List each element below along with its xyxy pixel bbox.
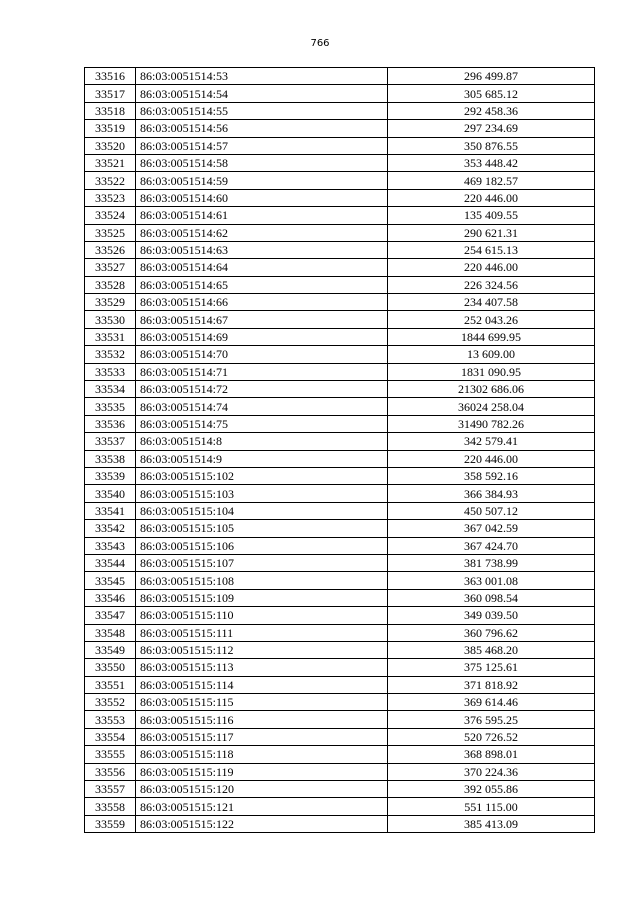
table-row bbox=[85, 346, 595, 363]
cadastral-value-cell: 254 615.13 bbox=[388, 241, 595, 258]
cadastral-value-cell: 385 468.20 bbox=[388, 641, 595, 658]
cadastral-value-table bbox=[84, 67, 595, 833]
row-number-cell: 33550 bbox=[85, 659, 136, 676]
row-number-cell: 33546 bbox=[85, 589, 136, 606]
table-row bbox=[85, 224, 595, 241]
cadastral-value-cell: 367 042.59 bbox=[388, 520, 595, 537]
cadastral-number-cell: 86:03:0051514:64 bbox=[136, 259, 388, 276]
cadastral-number-cell: 86:03:0051514:74 bbox=[136, 398, 388, 415]
row-number-cell: 33557 bbox=[85, 781, 136, 798]
row-number-cell: 33559 bbox=[85, 815, 136, 832]
table-row bbox=[85, 520, 595, 537]
row-number-cell: 33540 bbox=[85, 485, 136, 502]
cadastral-value-cell: 385 413.09 bbox=[388, 815, 595, 832]
cadastral-value-cell: 305 685.12 bbox=[388, 85, 595, 102]
cadastral-value-cell: 296 499.87 bbox=[388, 68, 595, 85]
cadastral-value-cell: 13 609.00 bbox=[388, 346, 595, 363]
cadastral-value-cell: 31490 782.26 bbox=[388, 415, 595, 432]
table-row bbox=[85, 172, 595, 189]
cadastral-value-cell: 469 182.57 bbox=[388, 172, 595, 189]
row-number-cell: 33548 bbox=[85, 624, 136, 641]
cadastral-number-cell: 86:03:0051514:61 bbox=[136, 207, 388, 224]
cadastral-number-cell: 86:03:0051514:67 bbox=[136, 311, 388, 328]
cadastral-value-cell: 292 458.36 bbox=[388, 102, 595, 119]
row-number-cell: 33538 bbox=[85, 450, 136, 467]
row-number-cell: 33556 bbox=[85, 763, 136, 780]
table-row bbox=[85, 659, 595, 676]
row-number-cell: 33524 bbox=[85, 207, 136, 224]
row-number-cell: 33526 bbox=[85, 241, 136, 258]
cadastral-value-cell: 366 384.93 bbox=[388, 485, 595, 502]
table-row bbox=[85, 294, 595, 311]
row-number-cell: 33541 bbox=[85, 502, 136, 519]
table-row bbox=[85, 502, 595, 519]
cadastral-value-cell: 370 224.36 bbox=[388, 763, 595, 780]
cadastral-number-cell: 86:03:0051515:104 bbox=[136, 502, 388, 519]
cadastral-number-cell: 86:03:0051515:112 bbox=[136, 641, 388, 658]
row-number-cell: 33549 bbox=[85, 641, 136, 658]
cadastral-number-cell: 86:03:0051515:120 bbox=[136, 781, 388, 798]
row-number-cell: 33525 bbox=[85, 224, 136, 241]
cadastral-number-cell: 86:03:0051514:56 bbox=[136, 120, 388, 137]
cadastral-value-cell: 375 125.61 bbox=[388, 659, 595, 676]
row-number-cell: 33542 bbox=[85, 520, 136, 537]
cadastral-number-cell: 86:03:0051514:54 bbox=[136, 85, 388, 102]
row-number-cell: 33555 bbox=[85, 746, 136, 763]
row-number-cell: 33520 bbox=[85, 137, 136, 154]
cadastral-number-cell: 86:03:0051515:114 bbox=[136, 676, 388, 693]
table-row bbox=[85, 363, 595, 380]
table-row bbox=[85, 798, 595, 815]
table-row bbox=[85, 641, 595, 658]
row-number-cell: 33519 bbox=[85, 120, 136, 137]
cadastral-number-cell: 86:03:0051514:72 bbox=[136, 381, 388, 398]
cadastral-value-cell: 360 098.54 bbox=[388, 589, 595, 606]
cadastral-value-cell: 220 446.00 bbox=[388, 189, 595, 206]
cadastral-number-cell: 86:03:0051514:8 bbox=[136, 433, 388, 450]
row-number-cell: 33521 bbox=[85, 154, 136, 171]
cadastral-number-cell: 86:03:0051514:60 bbox=[136, 189, 388, 206]
cadastral-value-cell: 368 898.01 bbox=[388, 746, 595, 763]
cadastral-value-cell: 297 234.69 bbox=[388, 120, 595, 137]
table-row bbox=[85, 711, 595, 728]
cadastral-number-cell: 86:03:0051514:58 bbox=[136, 154, 388, 171]
row-number-cell: 33543 bbox=[85, 537, 136, 554]
row-number-cell: 33539 bbox=[85, 467, 136, 484]
cadastral-value-cell: 21302 686.06 bbox=[388, 381, 595, 398]
cadastral-number-cell: 86:03:0051514:62 bbox=[136, 224, 388, 241]
cadastral-number-cell: 86:03:0051515:113 bbox=[136, 659, 388, 676]
cadastral-value-cell: 350 876.55 bbox=[388, 137, 595, 154]
cadastral-number-cell: 86:03:0051514:9 bbox=[136, 450, 388, 467]
cadastral-number-cell: 86:03:0051515:107 bbox=[136, 554, 388, 571]
cadastral-value-cell: 381 738.99 bbox=[388, 554, 595, 571]
row-number-cell: 33533 bbox=[85, 363, 136, 380]
row-number-cell: 33531 bbox=[85, 328, 136, 345]
table-row bbox=[85, 241, 595, 258]
cadastral-value-cell: 252 043.26 bbox=[388, 311, 595, 328]
cadastral-number-cell: 86:03:0051514:53 bbox=[136, 68, 388, 85]
cadastral-number-cell: 86:03:0051515:102 bbox=[136, 467, 388, 484]
table-row bbox=[85, 450, 595, 467]
cadastral-number-cell: 86:03:0051514:63 bbox=[136, 241, 388, 258]
table-row bbox=[85, 102, 595, 119]
cadastral-value-cell: 290 621.31 bbox=[388, 224, 595, 241]
row-number-cell: 33516 bbox=[85, 68, 136, 85]
table-row bbox=[85, 781, 595, 798]
row-number-cell: 33528 bbox=[85, 276, 136, 293]
row-number-cell: 33529 bbox=[85, 294, 136, 311]
row-number-cell: 33532 bbox=[85, 346, 136, 363]
table-row bbox=[85, 589, 595, 606]
table-row bbox=[85, 137, 595, 154]
table-row bbox=[85, 328, 595, 345]
cadastral-number-cell: 86:03:0051515:108 bbox=[136, 572, 388, 589]
cadastral-number-cell: 86:03:0051515:105 bbox=[136, 520, 388, 537]
cadastral-number-cell: 86:03:0051514:75 bbox=[136, 415, 388, 432]
table-row bbox=[85, 398, 595, 415]
table-row bbox=[85, 259, 595, 276]
cadastral-number-cell: 86:03:0051514:55 bbox=[136, 102, 388, 119]
cadastral-value-cell: 135 409.55 bbox=[388, 207, 595, 224]
cadastral-number-cell: 86:03:0051514:71 bbox=[136, 363, 388, 380]
cadastral-value-cell: 36024 258.04 bbox=[388, 398, 595, 415]
row-number-cell: 33544 bbox=[85, 554, 136, 571]
table-row bbox=[85, 572, 595, 589]
cadastral-value-cell: 342 579.41 bbox=[388, 433, 595, 450]
cadastral-number-cell: 86:03:0051515:121 bbox=[136, 798, 388, 815]
row-number-cell: 33530 bbox=[85, 311, 136, 328]
cadastral-number-cell: 86:03:0051514:66 bbox=[136, 294, 388, 311]
table-row bbox=[85, 676, 595, 693]
row-number-cell: 33558 bbox=[85, 798, 136, 815]
table-row bbox=[85, 68, 595, 85]
table-row bbox=[85, 189, 595, 206]
cadastral-number-cell: 86:03:0051514:69 bbox=[136, 328, 388, 345]
cadastral-number-cell: 86:03:0051514:70 bbox=[136, 346, 388, 363]
cadastral-value-cell: 371 818.92 bbox=[388, 676, 595, 693]
cadastral-number-cell: 86:03:0051515:117 bbox=[136, 728, 388, 745]
cadastral-value-cell: 234 407.58 bbox=[388, 294, 595, 311]
row-number-cell: 33535 bbox=[85, 398, 136, 415]
table-row bbox=[85, 746, 595, 763]
table-row bbox=[85, 763, 595, 780]
cadastral-value-cell: 551 115.00 bbox=[388, 798, 595, 815]
table-row bbox=[85, 311, 595, 328]
table-row bbox=[85, 728, 595, 745]
cadastral-number-cell: 86:03:0051515:122 bbox=[136, 815, 388, 832]
cadastral-value-cell: 353 448.42 bbox=[388, 154, 595, 171]
row-number-cell: 33536 bbox=[85, 415, 136, 432]
row-number-cell: 33552 bbox=[85, 694, 136, 711]
row-number-cell: 33518 bbox=[85, 102, 136, 119]
cadastral-number-cell: 86:03:0051515:118 bbox=[136, 746, 388, 763]
cadastral-value-cell: 349 039.50 bbox=[388, 607, 595, 624]
cadastral-number-cell: 86:03:0051515:109 bbox=[136, 589, 388, 606]
row-number-cell: 33517 bbox=[85, 85, 136, 102]
cadastral-value-cell: 220 446.00 bbox=[388, 259, 595, 276]
row-number-cell: 33554 bbox=[85, 728, 136, 745]
cadastral-value-cell: 1831 090.95 bbox=[388, 363, 595, 380]
cadastral-value-cell: 369 614.46 bbox=[388, 694, 595, 711]
cadastral-number-cell: 86:03:0051515:115 bbox=[136, 694, 388, 711]
row-number-cell: 33523 bbox=[85, 189, 136, 206]
cadastral-number-cell: 86:03:0051515:116 bbox=[136, 711, 388, 728]
table-row bbox=[85, 467, 595, 484]
cadastral-value-cell: 520 726.52 bbox=[388, 728, 595, 745]
row-number-cell: 33527 bbox=[85, 259, 136, 276]
cadastral-value-cell: 226 324.56 bbox=[388, 276, 595, 293]
table-row bbox=[85, 207, 595, 224]
cadastral-value-cell: 363 001.08 bbox=[388, 572, 595, 589]
cadastral-number-cell: 86:03:0051515:111 bbox=[136, 624, 388, 641]
row-number-cell: 33534 bbox=[85, 381, 136, 398]
cadastral-value-cell: 376 595.25 bbox=[388, 711, 595, 728]
cadastral-number-cell: 86:03:0051514:65 bbox=[136, 276, 388, 293]
cadastral-number-cell: 86:03:0051515:110 bbox=[136, 607, 388, 624]
table-row bbox=[85, 276, 595, 293]
table-row bbox=[85, 120, 595, 137]
row-number-cell: 33522 bbox=[85, 172, 136, 189]
table-row bbox=[85, 554, 595, 571]
row-number-cell: 33545 bbox=[85, 572, 136, 589]
row-number-cell: 33537 bbox=[85, 433, 136, 450]
table-row bbox=[85, 815, 595, 832]
row-number-cell: 33553 bbox=[85, 711, 136, 728]
cadastral-number-cell: 86:03:0051515:103 bbox=[136, 485, 388, 502]
table-row bbox=[85, 485, 595, 502]
cadastral-value-cell: 220 446.00 bbox=[388, 450, 595, 467]
cadastral-value-cell: 358 592.16 bbox=[388, 467, 595, 484]
cadastral-value-cell: 392 055.86 bbox=[388, 781, 595, 798]
table-row bbox=[85, 607, 595, 624]
cadastral-number-cell: 86:03:0051515:106 bbox=[136, 537, 388, 554]
table-row bbox=[85, 624, 595, 641]
page-number: 766 bbox=[310, 38, 330, 49]
table-body bbox=[85, 68, 595, 833]
cadastral-value-cell: 450 507.12 bbox=[388, 502, 595, 519]
cadastral-value-cell: 367 424.70 bbox=[388, 537, 595, 554]
cadastral-number-cell: 86:03:0051515:119 bbox=[136, 763, 388, 780]
table-row bbox=[85, 694, 595, 711]
table-row bbox=[85, 415, 595, 432]
table-row bbox=[85, 381, 595, 398]
cadastral-number-cell: 86:03:0051514:57 bbox=[136, 137, 388, 154]
cadastral-number-cell: 86:03:0051514:59 bbox=[136, 172, 388, 189]
row-number-cell: 33551 bbox=[85, 676, 136, 693]
table-row bbox=[85, 85, 595, 102]
cadastral-value-cell: 1844 699.95 bbox=[388, 328, 595, 345]
table-row bbox=[85, 537, 595, 554]
cadastral-value-cell: 360 796.62 bbox=[388, 624, 595, 641]
table-row bbox=[85, 154, 595, 171]
row-number-cell: 33547 bbox=[85, 607, 136, 624]
table-row bbox=[85, 433, 595, 450]
